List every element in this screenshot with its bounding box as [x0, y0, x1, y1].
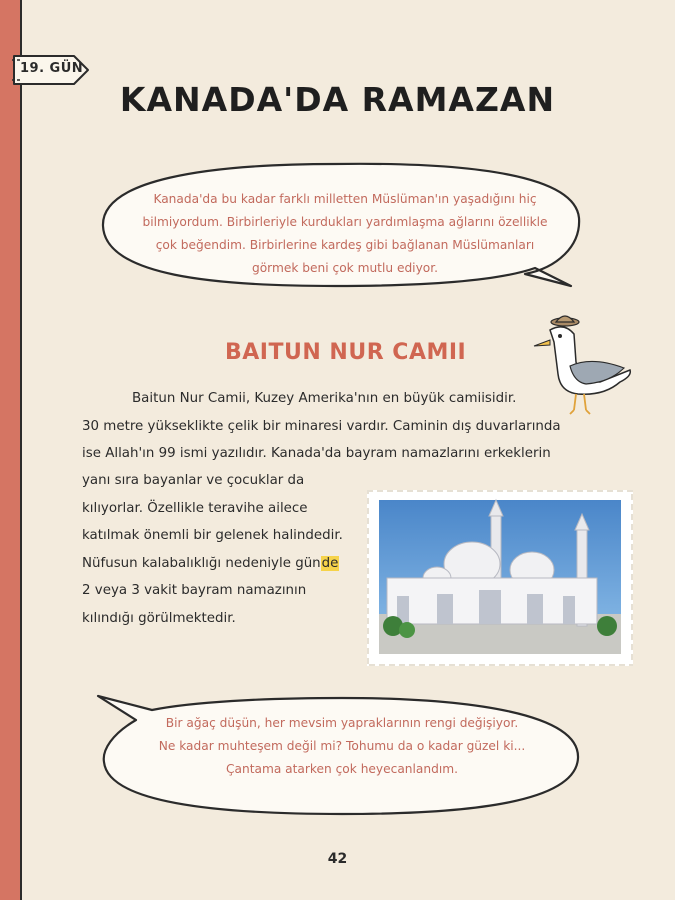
top-speech-bubble: [95, 158, 595, 298]
mosque-photo-stamp: [367, 490, 633, 666]
paragraph-line: 2 veya 3 vakit bayram namazının: [82, 583, 307, 598]
paragraph-line: kılındığı görülmektedir.: [82, 610, 236, 626]
highlight-text: de: [321, 555, 339, 571]
section-title: BAITUN NUR CAMII: [225, 340, 467, 365]
paragraph-line-with-highlight: Nüfusun kalabalıklığı nedeniyle günde: [82, 555, 339, 571]
bubble-line: bilmiyordum. Birbirleriyle kurdukları yardımlaşma ağlarını özellikle: [142, 215, 548, 229]
paragraph-line: yanı sıra bayanlar ve çocuklar da: [82, 473, 305, 488]
page-title: KANADA'DA RAMAZAN: [119, 80, 556, 119]
bubble-line: Ne kadar muhteşem değil mi? Tohumu da o kadar güzel ki...: [158, 739, 526, 753]
paragraph-full-width: [82, 385, 602, 468]
bubble-line: Kanada'da bu kadar farklı milletten Müslüman'ın yaşadığını hiç: [153, 192, 537, 206]
bottom-speech-bubble: [92, 690, 592, 820]
paragraph-line: Baitun Nur Camii, Kuzey Amerika'nın en büyük camiisidir.: [132, 391, 517, 406]
paragraph-line: kılıyorlar. Özellikle teravihe ailece: [82, 500, 308, 516]
bubble-line: görmek beni çok mutlu ediyor.: [251, 261, 438, 275]
paragraph-line: 30 metre yükseklikte çelik bir minaresi vardır. Caminin dış duvarlarında: [82, 418, 561, 434]
bubble-line: Çantama atarken çok heyecanlandım.: [226, 762, 458, 776]
paragraph-line: ise Allah'ın 99 ismi yazılıdır. Kanada'da bayram namazlarını erkeklerin: [82, 446, 551, 461]
paragraph-line: katılmak önemli bir gelenek halindedir.: [82, 528, 343, 543]
page-number: 42: [327, 851, 348, 867]
book-spine: [0, 0, 22, 900]
paragraph-side: [82, 467, 367, 632]
bubble-line: Bir ağaç düşün, her mevsim yapraklarının rengi değişiyor.: [165, 716, 519, 730]
bubble-line: çok beğendim. Birbirlerine kardeş gibi bağlanan Müslümanları: [155, 238, 535, 252]
day-label: 19. GÜN: [20, 61, 84, 76]
